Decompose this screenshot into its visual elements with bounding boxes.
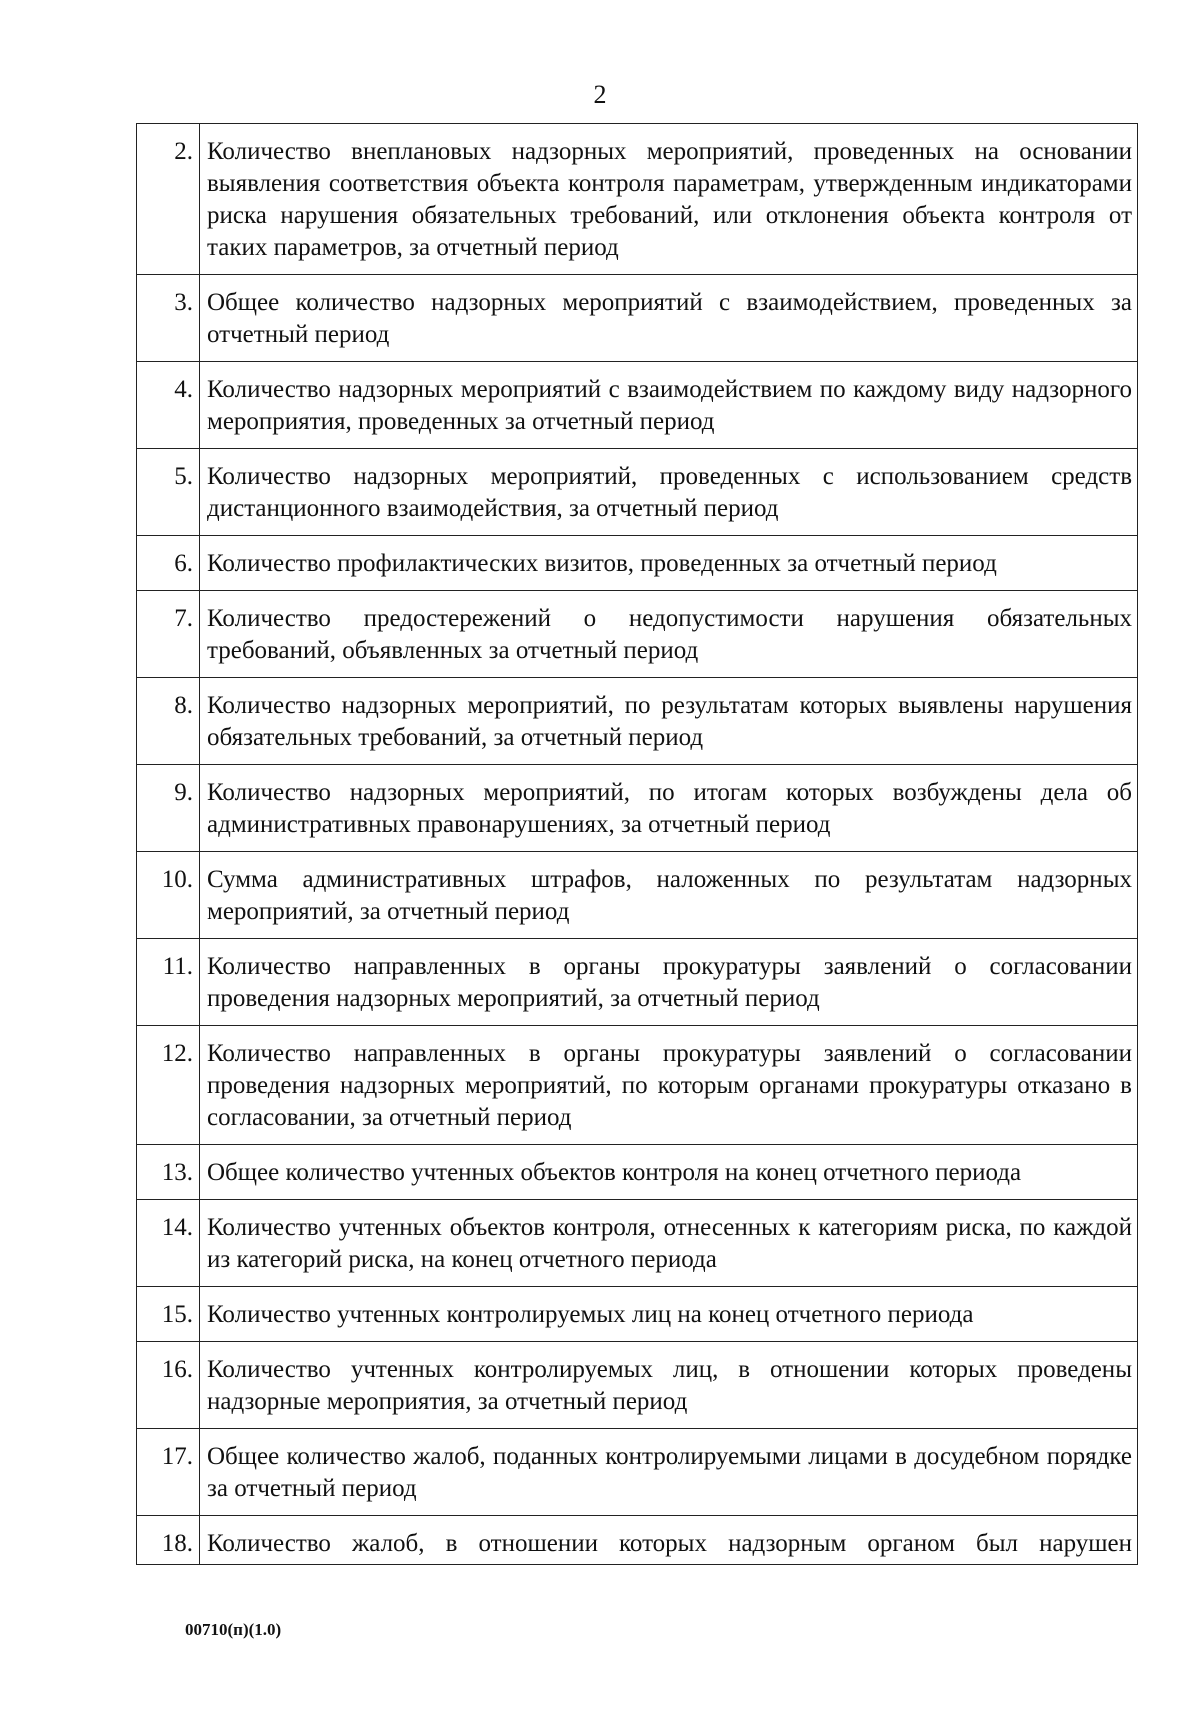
row-text: Количество внеплановых надзорных мероприятий, проведенных на основании выявления соответствия объекта контроля параметрам, утвержденным индикаторами риска нарушения обязательных требований, или отклонения объекта контроля от таких параметров, за отчетный период bbox=[200, 124, 1138, 275]
table-row bbox=[137, 124, 1138, 275]
table-row bbox=[137, 765, 1138, 852]
row-number: 5. bbox=[137, 449, 200, 536]
row-text: Общее количество жалоб, поданных контролируемыми лицами в досудебном порядке за отчетный период bbox=[200, 1429, 1138, 1516]
row-number: 13. bbox=[137, 1145, 200, 1200]
row-number: 4. bbox=[137, 362, 200, 449]
row-text: Количество надзорных мероприятий, проведенных с использованием средств дистанционного взаимодействия, за отчетный период bbox=[200, 449, 1138, 536]
row-number: 16. bbox=[137, 1342, 200, 1429]
row-number: 7. bbox=[137, 591, 200, 678]
table-row bbox=[137, 1429, 1138, 1516]
row-text: Количество надзорных мероприятий, по результатам которых выявлены нарушения обязательных требований, за отчетный период bbox=[200, 678, 1138, 765]
table-row bbox=[137, 362, 1138, 449]
row-text: Количество направленных в органы прокуратуры заявлений о согласовании проведения надзорных мероприятий, по которым органами прокуратуры отказано в согласовании, за отчетный период bbox=[200, 1026, 1138, 1145]
row-text: Количество профилактических визитов, проведенных за отчетный период bbox=[200, 536, 1138, 591]
table-row bbox=[137, 1287, 1138, 1342]
row-text: Общее количество надзорных мероприятий с взаимодействием, проведенных за отчетный период bbox=[200, 275, 1138, 362]
row-text: Общее количество учтенных объектов контроля на конец отчетного периода bbox=[200, 1145, 1138, 1200]
document-code: 00710(п)(1.0) bbox=[185, 1620, 282, 1639]
indicators-table bbox=[136, 123, 1138, 1565]
row-text: Количество направленных в органы прокуратуры заявлений о согласовании проведения надзорных мероприятий, за отчетный период bbox=[200, 939, 1138, 1026]
table-row bbox=[137, 678, 1138, 765]
row-number: 15. bbox=[137, 1287, 200, 1342]
row-text: Количество предостережений о недопустимости нарушения обязательных требований, объявленных за отчетный период bbox=[200, 591, 1138, 678]
row-text: Количество учтенных контролируемых лиц, в отношении которых проведены надзорные мероприятия, за отчетный период bbox=[200, 1342, 1138, 1429]
table-row bbox=[137, 1516, 1138, 1565]
row-number: 6. bbox=[137, 536, 200, 591]
table-row bbox=[137, 1026, 1138, 1145]
row-number: 3. bbox=[137, 275, 200, 362]
row-text: Сумма административных штрафов, наложенных по результатам надзорных мероприятий, за отчетный период bbox=[200, 852, 1138, 939]
row-number: 18. bbox=[137, 1516, 200, 1565]
table-row bbox=[137, 1200, 1138, 1287]
table-row bbox=[137, 1145, 1138, 1200]
row-text: Количество надзорных мероприятий, по итогам которых возбуждены дела об административных правонарушениях, за отчетный период bbox=[200, 765, 1138, 852]
row-text: Количество учтенных объектов контроля, отнесенных к категориям риска, по каждой из категорий риска, на конец отчетного периода bbox=[200, 1200, 1138, 1287]
row-number: 10. bbox=[137, 852, 200, 939]
row-number: 12. bbox=[137, 1026, 200, 1145]
row-number: 9. bbox=[137, 765, 200, 852]
row-number: 11. bbox=[137, 939, 200, 1026]
row-text: Количество жалоб, в отношении которых надзорным органом был нарушен bbox=[200, 1516, 1138, 1565]
table-row bbox=[137, 1342, 1138, 1429]
table-row bbox=[137, 852, 1138, 939]
row-number: 8. bbox=[137, 678, 200, 765]
table-row bbox=[137, 449, 1138, 536]
table-row bbox=[137, 939, 1138, 1026]
table-row bbox=[137, 591, 1138, 678]
row-number: 17. bbox=[137, 1429, 200, 1516]
row-number: 2. bbox=[137, 124, 200, 275]
page-number: 2 bbox=[593, 80, 607, 109]
row-text: Количество надзорных мероприятий с взаимодействием по каждому виду надзорного мероприятия, проведенных за отчетный период bbox=[200, 362, 1138, 449]
table-row bbox=[137, 536, 1138, 591]
row-text: Количество учтенных контролируемых лиц на конец отчетного периода bbox=[200, 1287, 1138, 1342]
row-number: 14. bbox=[137, 1200, 200, 1287]
table-row bbox=[137, 275, 1138, 362]
